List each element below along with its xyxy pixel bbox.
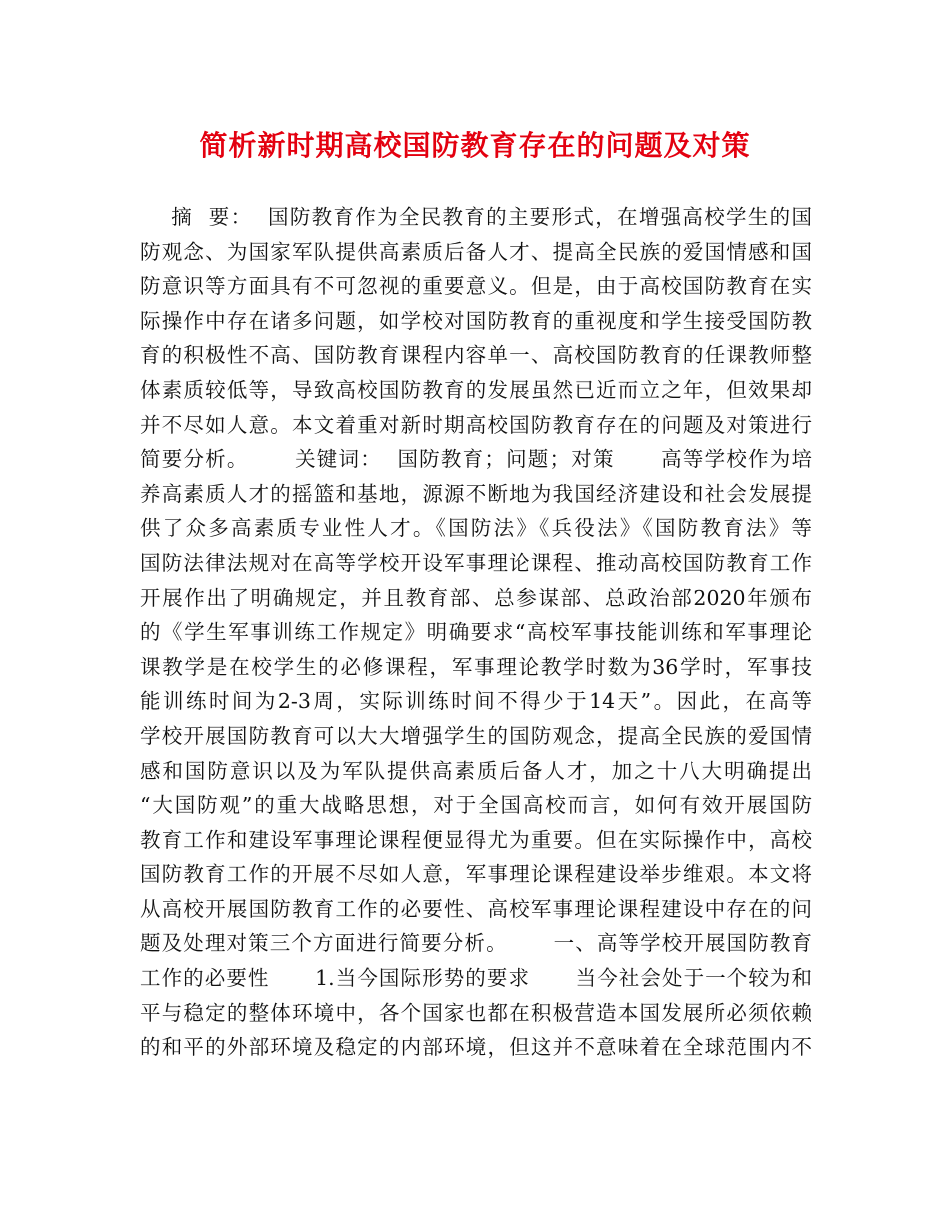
body-line: 平与稳定的整体环境中，各个国家也都在积极营造本国发展所必须依赖 [140, 1000, 812, 1025]
body-line: 的和平的外部环境及稳定的内部环境，但这并不意味着在全球范围内不 [140, 1035, 812, 1060]
body-line: 防意识等方面具有不可忽视的重要意义。但是，由于高校国防教育在实 [140, 274, 812, 299]
body-line: “大国防观”的重大战略思想，对于全国高校而言，如何有效开展国防 [140, 793, 812, 818]
document-title: 简析新时期高校国防教育存在的问题及对策 [199, 129, 751, 162]
body-line: 国防教育工作的开展不尽如人意，军事理论课程建设举步维艰。本文将 [140, 862, 812, 887]
body-line: 工作的必要性 1.当今国际形势的要求 当今社会处于一个较为和 [140, 966, 812, 991]
body-line: 开展作出了明确规定，并且教育部、总参谋部、总政治部2020年颁布 [140, 585, 812, 610]
body-line: 育的积极性不高、国防教育课程内容单一、高校国防教育的任课教师整 [140, 343, 812, 368]
body-line: 的《学生军事训练工作规定》明确要求“高校军事技能训练和军事理论 [140, 620, 812, 645]
body-line: 国防法律法规对在高等学校开设军事理论课程、推动高校国防教育工作 [140, 550, 812, 575]
body-line: 教育工作和建设军事理论课程便显得尤为重要。但在实际操作中，高校 [140, 827, 812, 852]
body-line: 感和国防意识以及为军队提供高素质后备人才，加之十八大明确提出 [140, 758, 812, 783]
body-line: 从高校开展国防教育工作的必要性、高校军事理论课程建设中存在的问 [140, 896, 812, 921]
body-line: 题及处理对策三个方面进行简要分析。 一、高等学校开展国防教育 [140, 931, 812, 956]
body-line: 养高素质人才的摇篮和基地，源源不断地为我国经济建设和社会发展提 [140, 481, 812, 506]
body-line: 体素质较低等，导致高校国防教育的发展虽然已近而立之年，但效果却 [140, 377, 812, 402]
body-line: 际操作中存在诸多问题，如学校对国防教育的重视度和学生接受国防教 [140, 308, 812, 333]
body-line: 能训练时间为2-3周，实际训练时间不得少于14天”。因此，在高等 [140, 689, 812, 714]
body-line: 防观念、为国家军队提供高素质后备人才、提高全民族的爱国情感和国 [140, 239, 812, 264]
body-line: 简要分析。 关键词： 国防教育；问题；对策 高等学校作为培 [140, 447, 812, 472]
body-line: 课教学是在校学生的必修课程，军事理论教学时数为36学时，军事技 [140, 654, 812, 679]
body-line: 学校开展国防教育可以大大增强学生的国防观念，提高全民族的爱国情 [140, 723, 812, 748]
body-line: 供了众多高素质专业性人才。《国防法》《兵役法》《国防教育法》等 [140, 516, 812, 541]
body-line: 并不尽如人意。本文着重对新时期高校国防教育存在的问题及对策进行 [140, 412, 812, 437]
document-body [140, 200, 812, 1065]
body-line: 摘 要： 国防教育作为全民教育的主要形式，在增强高校学生的国 [140, 205, 812, 229]
